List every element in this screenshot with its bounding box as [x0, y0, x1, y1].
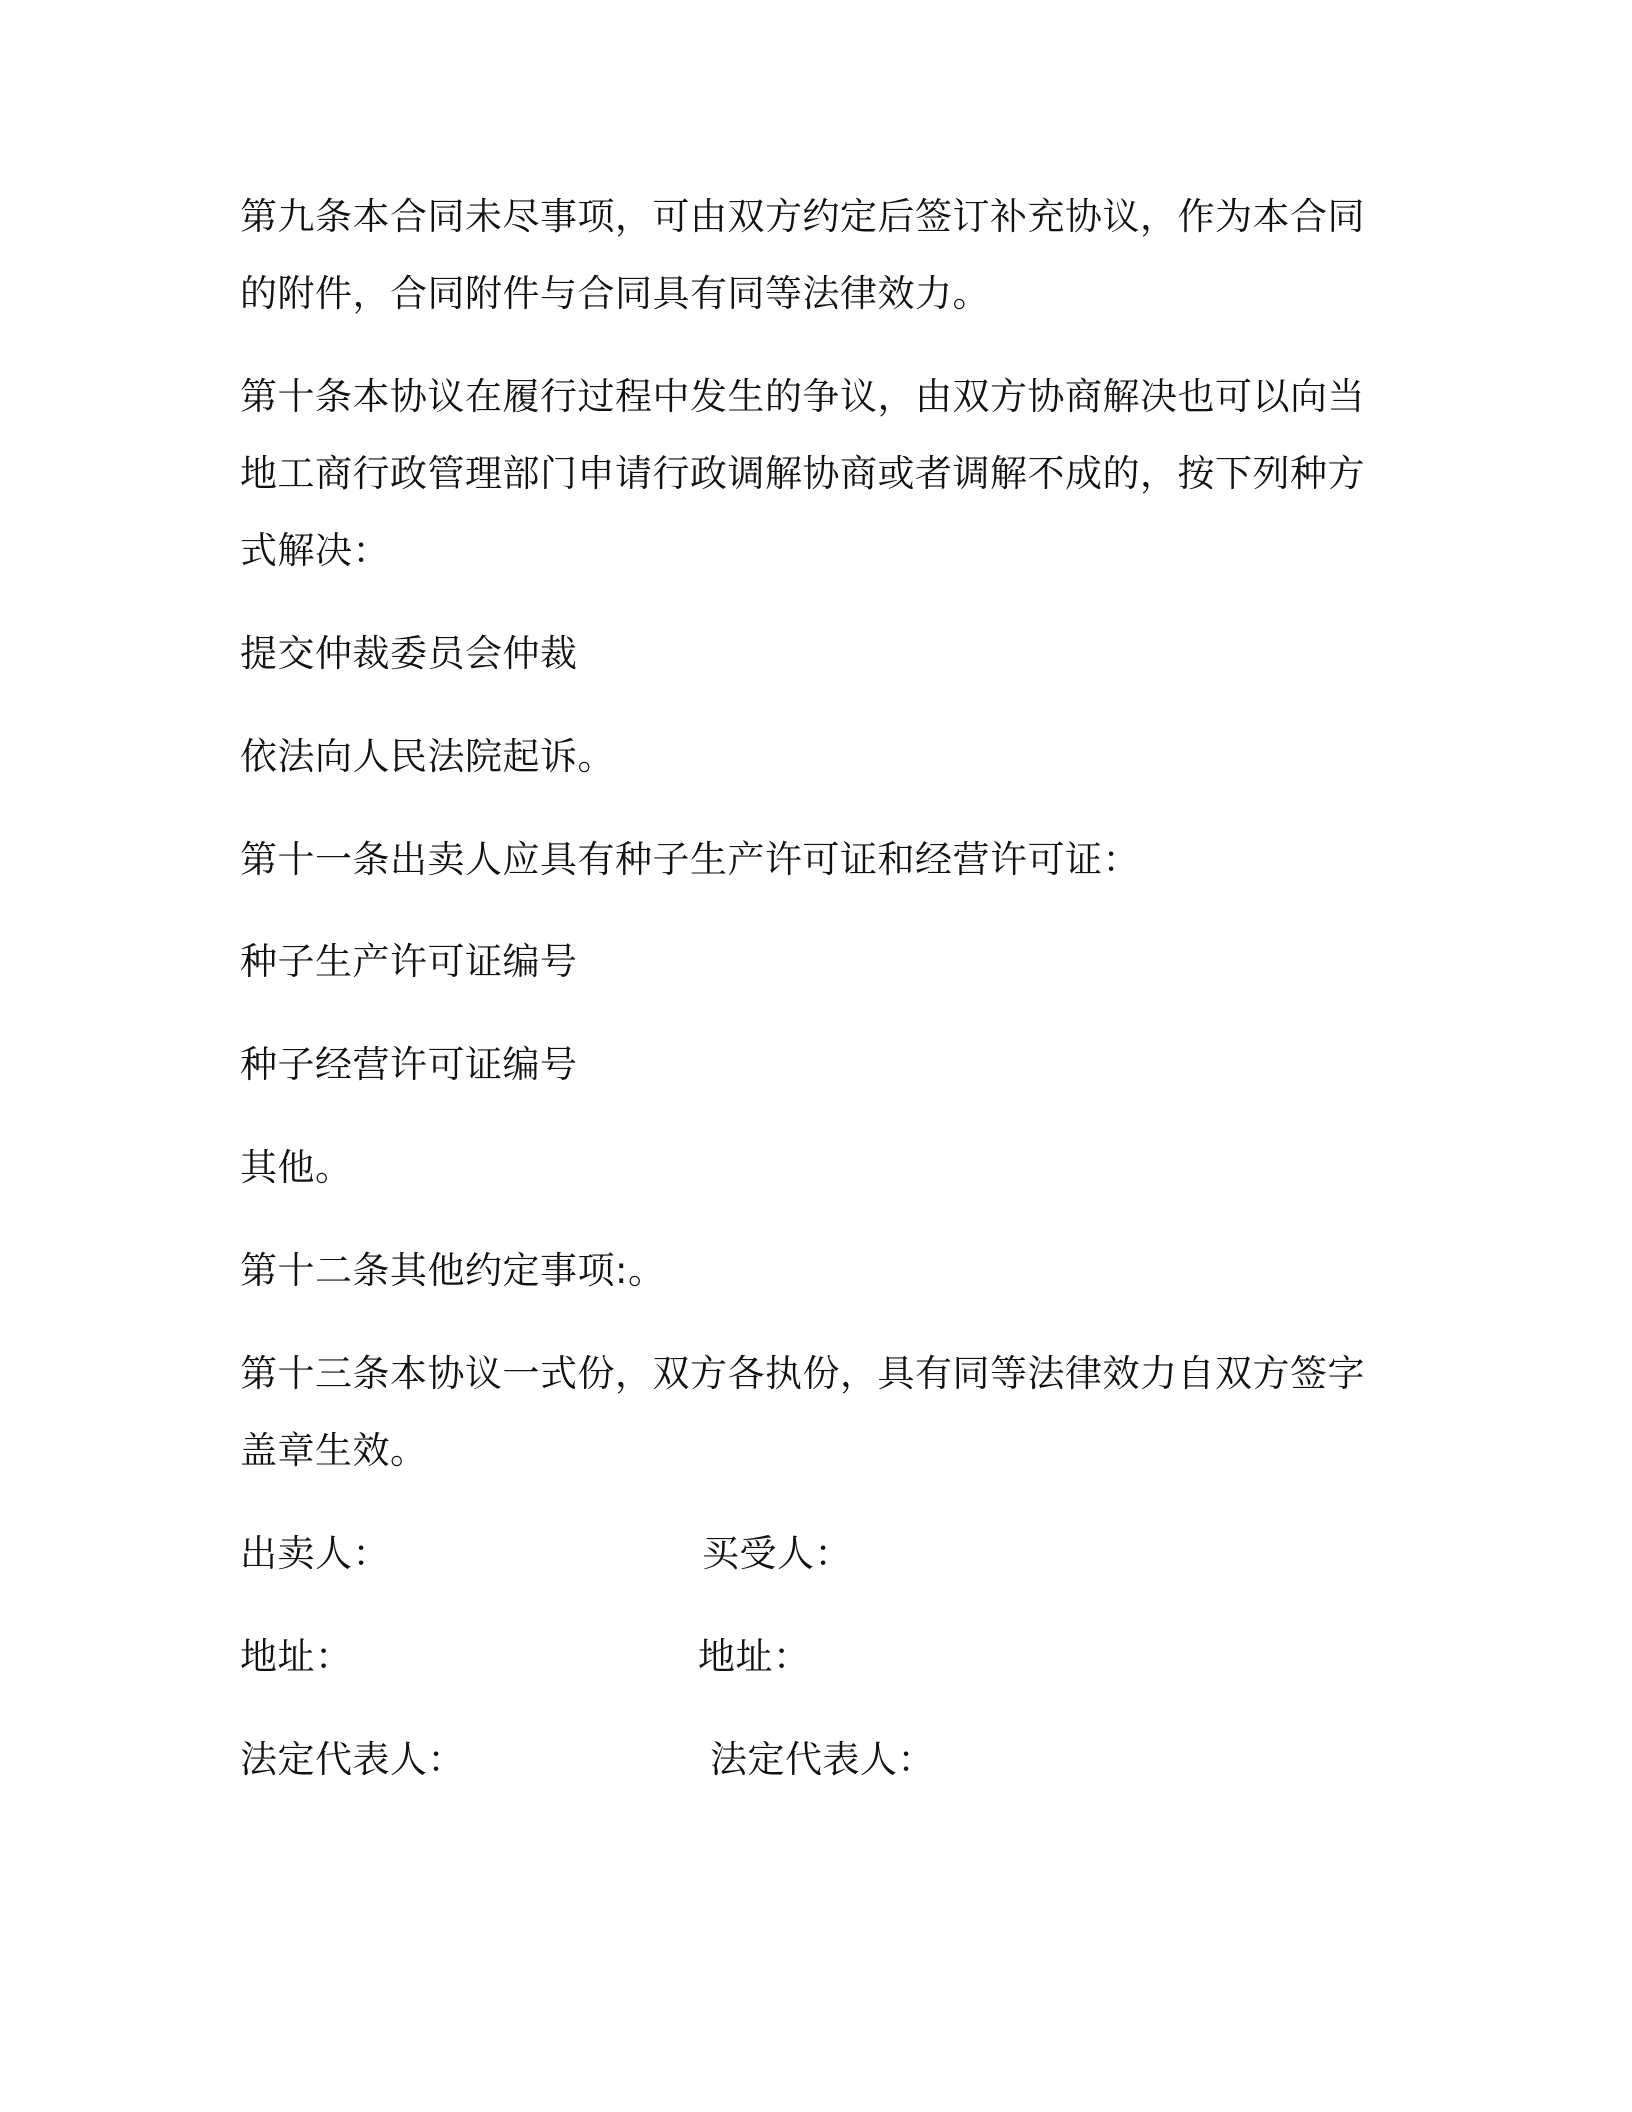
seller-address-label: 地址： — [240, 1635, 353, 1678]
clause-10-line-3: 式解决： — [240, 529, 390, 572]
business-license-number: 种子经营许可证编号 — [240, 1043, 578, 1086]
buyer-representative-label: 法定代表人： — [710, 1738, 935, 1781]
buyer-address-label: 地址： — [698, 1635, 811, 1678]
seller-label: 出卖人： — [240, 1532, 390, 1575]
clause-9-line-2: 的附件，合同附件与合同具有同等法律效力。 — [240, 272, 990, 315]
production-license-number: 种子生产许可证编号 — [240, 940, 578, 983]
option-arbitration: 提交仲裁委员会仲裁 — [240, 632, 578, 675]
seller-representative-label: 法定代表人： — [240, 1738, 465, 1781]
clause-9-line-1: 第九条本合同未尽事项，可由双方约定后签订补充协议，作为本合同 — [240, 195, 1365, 238]
other-item: 其他。 — [240, 1146, 353, 1189]
clause-11: 第十一条出卖人应具有种子生产许可证和经营许可证： — [240, 838, 1140, 881]
clause-12: 第十二条其他约定事项:。 — [240, 1249, 666, 1292]
clause-10-line-1: 第十条本协议在履行过程中发生的争议，由双方协商解决也可以向当 — [240, 375, 1365, 418]
clause-13-line-2: 盖章生效。 — [240, 1429, 428, 1472]
clause-13-line-1: 第十三条本协议一式份，双方各执份，具有同等法律效力自双方签字 — [240, 1352, 1365, 1395]
option-lawsuit: 依法向人民法院起诉。 — [240, 735, 615, 778]
buyer-label: 买受人： — [702, 1532, 852, 1575]
clause-10-line-2: 地工商行政管理部门申请行政调解协商或者调解不成的，按下列种方 — [240, 452, 1365, 495]
